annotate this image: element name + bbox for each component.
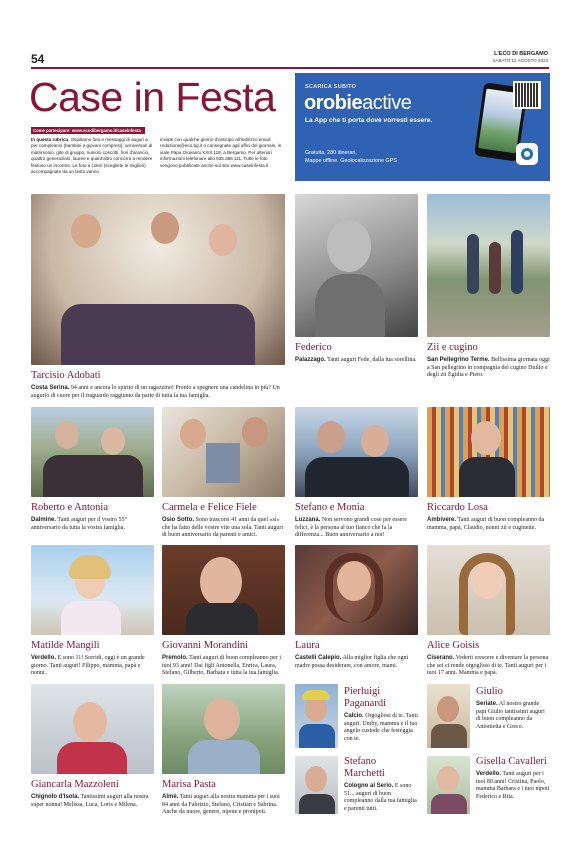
photo-stefano-marchetti [295,756,338,814]
section-title: Case in Festa [29,74,276,120]
ad-brand [304,92,411,114]
entry-name: Matilde Mangili [31,640,100,651]
photo-gisella-cavalleri [427,756,470,814]
photo-zii-e-cugino [427,194,550,337]
caption-zii-e-cugino: Zii e cugino San Pellegrino Terme. Bellissima giornata oggi a San pellegrino in compagnia del cugino Duilio e degli zii Egidia e Piero. [427,342,550,379]
caption-stefano-e-monia: Stefano e Monia Luzzana. Non servono grandi cose per essere felici, è la persona al tuo fianco che fa la differenza... Buon anniversario a noi! [295,502,418,540]
caption-alice-goisis: Alice Goisis Ciserano. Vederti crescere e diventare la persona che sei ci rende orgogliosi di te. Tanti auguri per i tuoi 17 anni. Mamma e papà. [427,640,549,677]
caption-gisella-cavalleri: Gisella Cavalleri Verdello. Tanti auguri per i tuoi 80 anni! Cristina, Paolo, mamma Barbara e i tuoi nipoti Federico e Rita. [476,756,550,800]
photo-matilde-mangili [31,545,154,635]
caption-roberto-e-antonia: Roberto e Antonia Dalmine. Tanti auguri per il vostro 55° anniversario da tutta la vostra famiglia. [31,502,154,532]
ad-tagline: La App che ti porta dove vorresti essere. [305,117,433,124]
caption-giulio: Giulio Seriate. Al nostro grande papi Giulio tantissimi auguri di buon compleanno da Antonietta e Greco. [476,686,550,731]
entry-name: Riccardo Losa [427,502,488,513]
caption-stefano-marchetti: Stefano Marchetti Cologno al Serio. E sono 51... auguri di buon compleanno dalla tua famiglia e parenti tutti. [344,756,417,812]
entry-name: Federico [295,342,332,353]
caption-giancarla-mazzoleni: Giancarla Mazzoleni Chignolo d'Isola. Tantissimi auguri alla nostra super nonna! Melissa, Luca, Loris e Milena. [31,779,154,809]
photo-federico [295,194,418,337]
photo-marisa-pasta [162,684,285,774]
entry-name: Stefano Marchetti [344,756,385,779]
qr-code-icon [513,81,541,109]
caption-laura: Laura Castelli Calepio. Alla miglior figlia che ogni madre possa desiderare, con amore, mami. [295,640,418,670]
entry-name: Laura [295,640,320,651]
caption-federico: Federico Palazzago. Tanti auguri Fede, dalla tua sorellina. [295,342,417,363]
page-number: 54 [31,52,45,66]
photo-giancarla-mazzoleni [31,684,154,774]
photo-riccardo-losa [427,407,550,497]
caption-riccardo-losa: Riccardo Losa Ambivere. Tanti auguri di buon compleanno da mamma, papà, Claudio, nonni zii e cuginette. [427,502,550,532]
entry-name: Pierluigi Paganardi [344,686,386,709]
ad-brand-a: orobie [304,92,363,114]
photo-laura [295,545,418,635]
entry-name: Giulio [476,686,503,697]
howto-label: Come partecipare: www.ecodibergamo.it/caseinfesta [33,128,141,133]
entry-name: Alice Goisis [427,640,480,651]
entry-name: Carmela e Felice Fiele [162,502,257,513]
caption-pierluigi-paganardi: Pierluigi Paganardi Calcio. Orgogliosi di te. Tanti auguri. Umby, mamma e il tuo angelo custode che festeggia con te. [344,686,418,742]
caption-giovanni-morandini: Giovanni Morandini Premolo. Tanti auguri di buon compleanno per i tuoi 93 anni! Dai figli Antonella, Enrica, Laura, Stefano, Gilberto, Barbara e tutta la tua famiglia. [162,640,285,678]
caption-matilde-mangili: Matilde Mangili Verdello. E sono 11! Sorridi, oggi è un grande giorno. Tanti auguri! Filippo, mamma, papà e nonni. [31,640,154,678]
entry-name: Stefano e Monia [295,502,365,513]
intro-col-1 [31,137,155,175]
caption-marisa-pasta: Marisa Pasta Almè. Tanti auguri alla nostra mamma per i suoi 84 anni da Fabrizio, Stefano, Cristian e Sabrina. Anche da nuore, genero, nipote e pronipoti. [162,779,285,817]
photo-alice-goisis [427,545,550,635]
ad-line-1: Gratuita, 280 itinerari, [305,150,357,156]
entry-name: Roberto e Antonia [31,502,108,513]
entry-name: Gisella Cavalleri [476,756,547,767]
entry-name: Tarcisio Adobati [31,370,101,381]
photo-pierluigi-paganardi [295,684,338,748]
photo-stefano-e-monia [295,407,418,497]
ad-brand-b: active [362,92,412,114]
intro-rest: . Ospitiamo foto e messaggi di auguri a per compleanni (bambini e giovani compresi), anniversari di matrimonio, gite di gruppo, riunioni coscritti, fiori d'arancio, quattro generazioni, lauree e quant'altro concorra a rendere festoso un incontro. Le foto a colori (scegliete le migliori) accompagnate da un testo vanno [31,137,153,175]
ad-line-2: Mappe offline. Geolocalizzazione GPS [305,158,397,164]
intro-col-2: inviate con qualche giorno d'anticipo all'indirizzo email: redazione@eco.bg.it o consegnate agli uffici del giornale, in viale Papa Giovanni XXIII 118, a Bergamo. Per ulteriori informazioni telefonare allo 035.386.111. Tutte le foto vengono pubblicate anche sul sito www.caseinfesta.it [160,137,282,168]
photo-giulio [427,684,470,748]
howto-bar [31,127,145,134]
header-rule [31,67,549,69]
page-date: SABATO 12 AGOSTO 2023 [492,58,548,63]
entry-name: Giancarla Mazzoleni [31,779,119,790]
orobie-ad[interactable] [295,73,550,181]
caption-tarcisio-adobati: Tarcisio Adobati Costa Serina. 94 anni e ancora lo spirito di un ragazzino! Pronto a spegnere una candelina in più? Un augurio di cuore per il traguardo raggiunto da parte di tutta la tua famiglia. [31,370,285,400]
entry-name: Giovanni Morandini [162,640,249,651]
ad-kicker: SCARICA SUBITO [305,84,357,90]
caption-carmela-e-felice-fiele: Carmela e Felice Fiele Osio Sotto. Sono trascorsi 41 anni da quel «sì» che ha fatto delle vostre vite una sola. Tanti auguri di buon anniversario da parenti e amici. [162,502,284,539]
app-logo-icon [516,143,538,165]
photo-tarcisio-adobati [31,194,285,365]
photo-carmela-e-felice-fiele [162,407,285,497]
paper-name: L'ECO DI BERGAMO [494,51,548,57]
entry-name: Zii e cugino [427,342,478,353]
photo-giovanni-morandini [162,545,285,635]
photo-roberto-e-antonia [31,407,154,497]
entry-name: Marisa Pasta [162,779,216,790]
intro-lead: In questa rubrica [31,137,69,142]
